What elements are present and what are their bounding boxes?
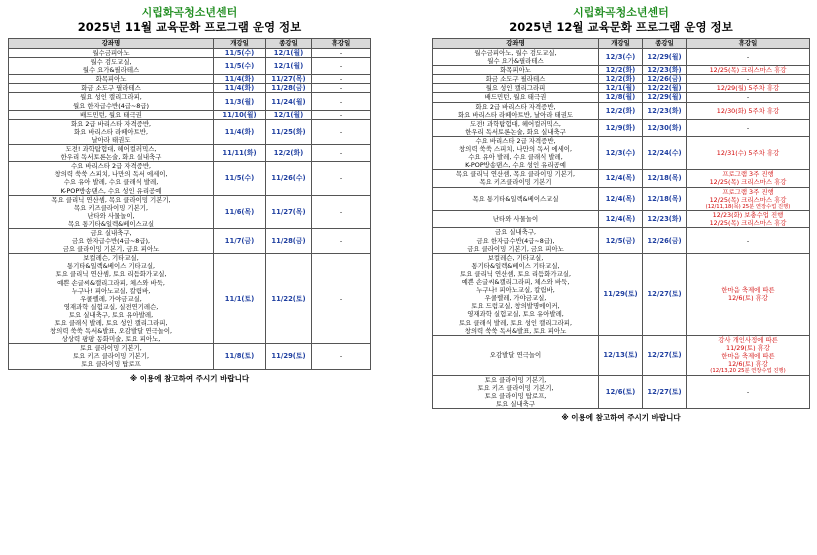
off-days (312, 58, 371, 75)
off-days (312, 195, 371, 228)
course-name-line: 난타와 사물놀이, (87, 211, 135, 220)
course-name-line: 목요 클리닉 연산셈, 목요 클라이밍 기본기, (455, 170, 576, 179)
course-names (9, 58, 214, 75)
table-row (433, 170, 810, 187)
off-days (687, 228, 810, 253)
off-days (687, 84, 810, 93)
off-day-line: (12/11,18(목) 25분 연장수업 진행) (705, 203, 791, 210)
end-date: 11/25(화) (266, 119, 312, 144)
header-start: 개강일 (214, 39, 266, 49)
start-date: 12/5(금) (599, 228, 643, 253)
course-name-line: 도전! 과학탐험대, 헤어컬러믹스, (65, 145, 157, 154)
course-name-line: 난타와 사물놀이 (492, 215, 539, 224)
course-names (433, 211, 599, 228)
end-date: 11/26(수) (266, 162, 312, 195)
course-name-line: 토요 실내축구, 토요 유아발레, (68, 310, 154, 319)
end-date: 12/23(화) (643, 102, 687, 119)
table-header-row (9, 39, 371, 49)
course-name-line: 배드민턴, 월요 태극권 (80, 110, 142, 119)
course-name-line: 토요 클라이밍 기본기, (484, 375, 547, 384)
off-day-line: 12/23(화) 보충수업 진행 (712, 211, 784, 220)
start-date: 12/9(화) (599, 119, 643, 136)
end-date: 12/27(토) (643, 335, 687, 375)
off-days (687, 66, 810, 75)
off-day-line: 프로그램 3주 진행 (722, 187, 774, 196)
start-date: 11/4(화) (214, 84, 266, 93)
course-name-line: 토요 클래식 발레, 토요 성인 캘리그라피, (459, 318, 572, 327)
off-day-line: - (339, 149, 343, 158)
course-names (433, 335, 599, 375)
course-names (9, 110, 214, 119)
course-name-line: 날아라 태권도 (91, 135, 131, 144)
course-name-line: 누구나! 피아노교실, 칼림바, (476, 286, 555, 295)
course-name-line: 월수 요가&필라테스 (82, 66, 140, 75)
off-day-line: 12/6(토) 휴강 (728, 359, 768, 368)
course-names (433, 84, 599, 93)
start-date: 11/10(월) (214, 110, 266, 119)
table-row (9, 75, 371, 84)
course-name-line: 배드민턴, 월요 태극권 (484, 93, 547, 102)
start-date: 11/5(수) (214, 162, 266, 195)
course-name-line: 우쿨렐레, 가야금교실, (80, 294, 142, 303)
course-name-line: 토요 실내축구 (495, 399, 536, 408)
header-course: 강좌명 (9, 39, 214, 49)
start-date: 12/2(화) (599, 66, 643, 75)
start-date: 11/4(화) (214, 75, 266, 84)
off-days (312, 93, 371, 110)
end-date: 12/27(토) (643, 375, 687, 408)
header-course: 강좌명 (433, 39, 599, 49)
course-name-line: K-POP방송댄스, 수요 성인 유리공예 (60, 186, 162, 195)
table-row (433, 84, 810, 93)
december-schedule (432, 6, 810, 423)
course-names (433, 187, 599, 211)
start-date: 12/4(목) (599, 187, 643, 211)
off-day-line: 프로그램 3주 진행 (722, 170, 774, 179)
course-name-line: 영재과학 실험교실, 토요 유아발레, (467, 310, 564, 319)
end-date: 12/1(월) (266, 58, 312, 75)
schedule-table (8, 38, 371, 370)
off-day-line: - (339, 97, 343, 106)
course-names (9, 254, 214, 344)
course-name-line: 예쁜 손글씨&캘리그라피, 체스와 바둑, (461, 278, 570, 287)
off-days (687, 49, 810, 66)
course-names (9, 93, 214, 110)
off-days (312, 145, 371, 162)
course-name-line: 월요 성인 캘리그라피 (485, 84, 546, 93)
off-days (687, 136, 810, 169)
org-name: 시립화곡청소년센터 (573, 6, 669, 19)
header-end: 종강일 (643, 39, 687, 49)
end-date: 11/27(목) (266, 75, 312, 84)
off-days (687, 335, 810, 375)
course-names (433, 66, 599, 75)
end-date: 11/27(목) (266, 195, 312, 228)
course-name-line: 목요 키즈클라이밍 기본기, (73, 203, 148, 212)
course-name-line: 목요 통기타&일렉&베이스교실 (67, 219, 155, 228)
off-days (312, 119, 371, 144)
end-date: 11/22(토) (266, 254, 312, 344)
course-name-line: 창의력 쑥쑥 독서&발표, 오감발달 연극놀이, (49, 327, 173, 336)
end-date: 11/24(월) (266, 93, 312, 110)
course-name-line: 누구나! 피아노교실, 칼림바, (71, 286, 151, 295)
course-name-line: 월수금피아노 (92, 49, 130, 57)
course-name-line: 수요 바리스타 2급 자격증반, (475, 136, 556, 145)
course-name-line: 화목피아노 (95, 75, 127, 84)
course-name-line: 화목피아노 (500, 66, 531, 75)
course-name-line: 영재과학 실험교실, 실전연기레슨, (63, 302, 159, 311)
course-name-line: 토요 클라이밍 탑로프 (81, 360, 141, 369)
table-row (9, 93, 371, 110)
off-days (312, 49, 371, 58)
end-date: 12/23(화) (643, 211, 687, 228)
course-name-line: 화요 바리스타 라떼아트반, (73, 127, 148, 136)
course-name-line: 예쁜 손글씨&캘리그라피, 체스와 바둑, (57, 278, 165, 287)
course-name-line: 통기타&일렉&베이스 기타교실, (471, 261, 560, 270)
off-days (687, 211, 810, 228)
off-days (312, 162, 371, 195)
start-date: 11/6(목) (214, 195, 266, 228)
end-date: 12/23(화) (643, 66, 687, 75)
course-names (433, 228, 599, 253)
table-row (433, 75, 810, 84)
table-row (433, 211, 810, 228)
course-names (433, 119, 599, 136)
course-names (433, 49, 599, 66)
course-name-line: 목요 통기타&일렉&베이스교실 (472, 194, 559, 203)
course-names (9, 119, 214, 144)
table-row (433, 253, 810, 335)
off-days (312, 84, 371, 93)
course-name-line: 월수금피아노, 월수 검도교실, (474, 49, 557, 57)
start-date: 12/4(목) (599, 170, 643, 187)
off-days (687, 119, 810, 136)
course-name-line: 금요 실내축구, (90, 228, 132, 237)
start-date: 12/6(토) (599, 375, 643, 408)
off-days (312, 110, 371, 119)
course-names (433, 136, 599, 169)
usage-note: ※ 이용에 참고하여 주시기 바랍니다 (561, 413, 681, 423)
off-day-line: 12/25(목) 크리스마스 휴강 (709, 219, 787, 228)
course-names (433, 93, 599, 102)
end-date: 12/24(수) (643, 136, 687, 169)
start-date: 12/2(화) (599, 75, 643, 84)
table-row (9, 162, 371, 195)
off-day-line: 11/29(토) 휴강 (726, 343, 770, 352)
course-name-line: 보컬레슨, 기타교실, (487, 253, 544, 262)
off-day-line: - (339, 352, 343, 361)
course-name-line: 화요 2급 바리스타 자격증반, (475, 102, 556, 111)
end-date: 12/2(화) (266, 145, 312, 162)
end-date: 12/18(목) (643, 187, 687, 211)
end-date: 12/22(월) (643, 84, 687, 93)
course-name-line: 수요 유아 발레, 수요 클래식 발레, (63, 178, 159, 187)
course-name-line: 화요 바리스타 라떼아트반, 날아라 태권도 (457, 110, 574, 119)
table-row (433, 136, 810, 169)
end-date: 12/29(월) (643, 49, 687, 66)
start-date: 12/13(토) (599, 335, 643, 375)
table-row (9, 49, 371, 58)
course-name-line: 화요 2급 바리스타 자격증반, (70, 119, 152, 128)
start-date: 12/1(월) (599, 84, 643, 93)
end-date: 12/26(금) (643, 75, 687, 84)
start-date: 11/29(토) (599, 253, 643, 335)
course-name-line: 목요 키즈클라이밍 기본기 (479, 178, 552, 187)
off-day-line: 12/6(토) 휴강 (728, 294, 768, 303)
course-name-line: 금요 한자급수반(4급~8급), (476, 236, 555, 245)
course-names (9, 145, 214, 162)
header-off: 휴강일 (312, 39, 371, 49)
schedule-title: 2025년 12월 교육문화 프로그램 운영 정보 (509, 20, 733, 34)
course-names (433, 170, 599, 187)
table-row (433, 187, 810, 211)
off-days (687, 253, 810, 335)
course-name-line: 상상력 팡팡 동화미술, 토요 피아노, (61, 335, 161, 344)
table-row (9, 145, 371, 162)
course-name-line: K-POP방송댄스, 수요 성인 유리공예 (465, 161, 566, 170)
course-name-line: 토요 클라이밍 탑로프, (484, 391, 547, 400)
start-date: 12/4(목) (599, 211, 643, 228)
end-date: 11/28(금) (266, 228, 312, 253)
start-date: 12/8(월) (599, 93, 643, 102)
table-row (9, 58, 371, 75)
end-date: 12/18(목) (643, 170, 687, 187)
course-name-line: 토요 클래식 발레, 토요 성인 캘리그라피, (54, 319, 168, 327)
course-name-line: 보컬레슨, 기타교실, (83, 254, 139, 263)
course-name-line: 도전! 과학탐험대, 헤어컬러믹스, (470, 119, 561, 128)
table-row (433, 102, 810, 119)
end-date: 12/27(토) (643, 253, 687, 335)
end-date: 12/29(월) (643, 93, 687, 102)
course-names (433, 75, 599, 84)
start-date: 12/2(화) (599, 102, 643, 119)
course-names (9, 84, 214, 93)
start-date: 11/11(화) (214, 145, 266, 162)
course-name-line: 토요 드럼교실, 창의발명메이커, (471, 302, 560, 311)
start-date: 11/8(토) (214, 344, 266, 369)
off-day-line: 12/25(목) 크리스마스 휴강 (709, 66, 787, 75)
table-row (433, 335, 810, 375)
course-name-line: 화금 소도구 필라테스 (485, 75, 546, 84)
course-names (9, 49, 214, 58)
off-day-line: - (746, 123, 750, 132)
course-name-line: 창의력 쑥쑥 독서&발표, 토요 피아노 (464, 326, 567, 335)
org-name: 시립화곡청소년센터 (141, 6, 238, 19)
course-name-line: 통기타&일렉&베이스 기타교실, (66, 262, 156, 271)
course-name-line: 창의력 쑥쑥 스피치, 나만의 독서 에세이, (459, 145, 572, 154)
off-day-line: - (339, 174, 343, 183)
course-name-line: 토요 키즈 클라이밍 기본기, (72, 352, 150, 361)
start-date: 11/5(수) (214, 58, 266, 75)
off-day-line: (12/13,20 25분 연장수업 진행) (710, 368, 786, 375)
november-schedule (8, 6, 371, 384)
off-days (687, 102, 810, 119)
end-date: 12/30(화) (643, 119, 687, 136)
off-day-line: - (339, 110, 343, 119)
table-row (433, 228, 810, 253)
off-days (687, 93, 810, 102)
table-row (433, 93, 810, 102)
off-day-line: 12/29(월) 5주차 휴강 (716, 84, 780, 93)
course-names (9, 75, 214, 84)
off-day-line: 12/25(목) 크리스마스 휴강 (709, 178, 787, 187)
course-name-line: 월수 요가&필라테스 (487, 57, 544, 66)
course-names (9, 344, 214, 369)
off-days (312, 344, 371, 369)
table-row (433, 375, 810, 408)
table-row (9, 110, 371, 119)
off-day-line: - (746, 236, 750, 245)
table-row (9, 344, 371, 369)
off-day-line: 강사 개인사정에 따른 (718, 335, 778, 344)
off-day-line: 한마음 축제에 따른 (721, 286, 775, 295)
off-day-line: - (339, 84, 343, 93)
off-day-line: - (339, 75, 343, 84)
off-day-line: - (746, 93, 750, 102)
off-day-line: - (339, 127, 343, 136)
schedule-title: 2025년 11월 교육문화 프로그램 운영 정보 (77, 20, 302, 34)
header-off: 휴강일 (687, 39, 810, 49)
course-name-line: 금요 클라이밍 기본기, 금요 피아노 (467, 244, 564, 253)
course-names (433, 102, 599, 119)
start-date: 11/7(금) (214, 228, 266, 253)
course-name-line: 한우리 독서토론논술, 화요 실내축구 (465, 127, 566, 136)
course-name-line: 월요 성인 캘리그라피, (80, 93, 142, 102)
table-row (9, 84, 371, 93)
off-days (687, 170, 810, 187)
start-date: 11/5(수) (214, 49, 266, 58)
course-name-line: 수요 유아 발레, 수요 클래식 발레, (468, 153, 563, 162)
course-names (433, 375, 599, 408)
table-row (9, 195, 371, 228)
start-date: 11/1(토) (214, 254, 266, 344)
off-day-line: - (339, 237, 343, 246)
start-date: 12/3(수) (599, 49, 643, 66)
off-day-line: - (339, 62, 343, 71)
course-name-line: 오감발달 연극놀이 (489, 351, 542, 360)
course-name-line: 월요 한자급수반(4급~8급) (72, 101, 150, 110)
off-day-line: 12/25(목) 크리스마스 휴강 (709, 195, 787, 204)
course-name-line: 우쿨렐레, 가야금교실, (484, 294, 547, 303)
end-date: 12/1(월) (266, 49, 312, 58)
end-date: 11/29(토) (266, 344, 312, 369)
off-day-line: 12/31(수) 5주차 휴강 (716, 149, 780, 158)
end-date: 11/28(금) (266, 84, 312, 93)
table-row (433, 66, 810, 75)
start-date: 12/3(수) (599, 136, 643, 169)
table-header-row (433, 39, 810, 49)
course-names (9, 162, 214, 195)
table-row (9, 254, 371, 344)
course-name-line: 금요 클라이밍 기본기, 금요 피아노 (62, 245, 160, 254)
course-name-line: 금요 실내축구, (494, 228, 537, 237)
course-name-line: 월수 검도교실, (90, 58, 132, 67)
course-name-line: 토요 클리닉 연산셈, 토요 리듬화가교실, (55, 270, 167, 279)
table-row (9, 228, 371, 253)
course-name-line: 토요 키즈 클라이밍 기본기, (477, 383, 554, 392)
off-day-line: - (339, 49, 343, 57)
course-name-line: 한우리 독서토론논술, 화요 실내축구 (60, 153, 162, 162)
course-name-line: 토요 클라이밍 기본기, (80, 344, 142, 353)
off-day-line: - (339, 207, 343, 216)
off-days (312, 254, 371, 344)
course-names (9, 195, 214, 228)
start-date: 11/3(월) (214, 93, 266, 110)
start-date: 11/4(화) (214, 119, 266, 144)
course-name-line: 창의력 쑥쑥 스피치, 나만의 독서 에세이, (54, 170, 168, 179)
usage-note: ※ 이용에 참고하여 주시기 바랍니다 (129, 373, 250, 383)
header-end: 종강일 (266, 39, 312, 49)
off-day-line: 12/30(화) 5주차 휴강 (716, 106, 780, 115)
off-days (312, 75, 371, 84)
end-date: 12/26(금) (643, 228, 687, 253)
header-start: 개강일 (599, 39, 643, 49)
course-names (433, 253, 599, 335)
course-name-line: 수요 바리스타 2급 자격증반, (70, 162, 152, 171)
off-day-line: 한마음 축제에 따른 (721, 351, 775, 360)
off-days (687, 375, 810, 408)
schedule-table (432, 38, 810, 409)
off-day-line: - (746, 387, 750, 396)
off-day-line: - (339, 294, 343, 303)
table-row (433, 119, 810, 136)
off-days (687, 187, 810, 211)
off-days (312, 228, 371, 253)
course-name-line: 목요 클리닉 연산셈, 목요 클라이밍 기본기, (51, 195, 171, 204)
table-row (9, 119, 371, 144)
course-name-line: 금요 한자급수반(4급~8급), (71, 237, 151, 246)
course-names (9, 228, 214, 253)
course-name-line: 화금 소도구 필라테스 (81, 84, 141, 93)
course-name-line: 토요 클리닉 연산셈, 토요 리듬화가교실, (460, 269, 571, 278)
off-days (687, 75, 810, 84)
off-day-line: - (746, 75, 750, 84)
end-date: 12/1(월) (266, 110, 312, 119)
table-row (433, 49, 810, 66)
off-day-line: - (746, 53, 750, 62)
